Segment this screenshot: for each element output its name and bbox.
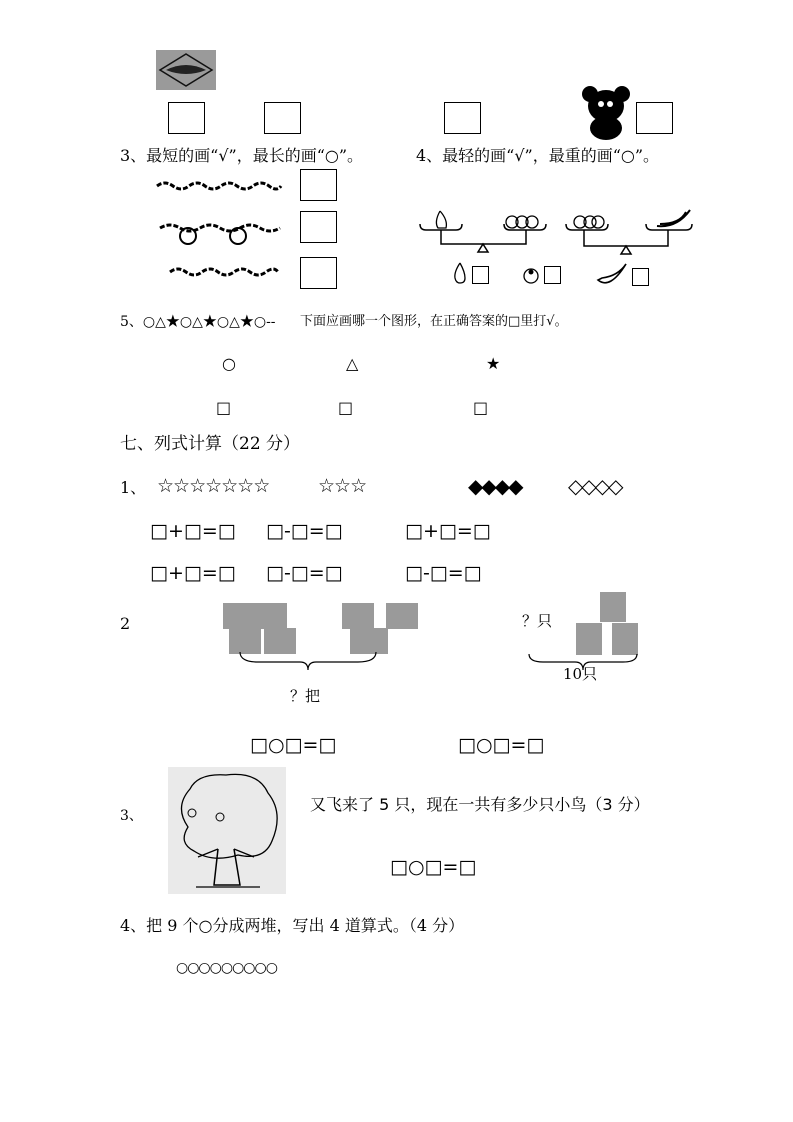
option-star: ★ (486, 354, 501, 373)
p1-number: 1、 (120, 478, 147, 497)
pear-answer-box[interactable] (472, 266, 489, 284)
rope-answer-box-2[interactable] (300, 211, 337, 243)
equation-r2-3[interactable]: □-□=□ (405, 562, 482, 584)
fan-picture (156, 50, 216, 90)
pear-icon (452, 262, 468, 284)
nine-circles: ○○○○○○○○○ (176, 960, 277, 976)
birds-total-label: 10只 (563, 665, 598, 683)
equation-r1-1[interactable]: □+□=□ (150, 520, 236, 542)
birds-question-label: ？只 (522, 612, 553, 630)
q3-label: 3、最短的画“√”，最长的画“○”。 (120, 146, 364, 165)
checkbox-triangle[interactable]: □ (338, 398, 354, 417)
combs-question-label: ？把 (290, 687, 321, 705)
mouse-silhouette-icon (578, 84, 634, 140)
answer-box-4[interactable] (636, 102, 673, 134)
p3-number: 3、 (120, 808, 143, 824)
comb-picture-5 (342, 603, 374, 629)
bird-picture-2 (576, 623, 602, 655)
brace-icon (238, 650, 378, 672)
comb-picture-1 (223, 603, 255, 629)
diamonds-empty: ◇◇◇◇ (568, 474, 622, 498)
stars-group-a: ☆☆☆☆☆☆☆ (157, 475, 270, 497)
equation-r1-2[interactable]: □-□=□ (266, 520, 343, 542)
equation-r2-2[interactable]: □-□=□ (266, 562, 343, 584)
fan-icon (156, 50, 216, 90)
bird-picture-1 (600, 592, 626, 622)
banana-icon (596, 262, 628, 288)
checkbox-circle[interactable]: □ (216, 398, 232, 417)
p2-number: 2 (120, 614, 131, 633)
comb-picture-2 (255, 603, 287, 629)
q4-label: 4、最轻的画“√”，最重的画“○”。 (416, 146, 660, 165)
section7-title: 七、列式计算（22 分） (120, 434, 301, 454)
rope-medium-icon (170, 266, 280, 278)
rope-coiled-icon (160, 218, 285, 248)
equation-r1-3[interactable]: □+□=□ (405, 520, 491, 542)
p3-question: 又飞来了 5 只，现在一共有多少只小鸟（3 分） (310, 795, 650, 814)
answer-box-1[interactable] (168, 102, 205, 134)
equation-combs[interactable]: □○□=□ (250, 734, 337, 756)
balance-scale-icon-2 (562, 208, 697, 258)
tree-icon (168, 767, 286, 894)
comb-picture-6 (386, 603, 418, 629)
equation-birds-total[interactable]: □○□=□ (390, 856, 477, 878)
apple-answer-box[interactable] (544, 266, 561, 284)
stars-group-b: ☆☆☆ (318, 475, 367, 497)
checkbox-star[interactable]: □ (473, 398, 489, 417)
diamonds-filled: ◆◆◆◆ (468, 474, 522, 498)
answer-box-2[interactable] (264, 102, 301, 134)
p4-question: 4、把 9 个○分成两堆，写出 4 道算式。（4 分） (120, 916, 465, 935)
option-circle: ○ (222, 354, 236, 373)
option-triangle: △ (346, 354, 359, 373)
rope-answer-box-1[interactable] (300, 169, 337, 201)
rope-short-icon (157, 180, 282, 192)
balance-scale-icon-1 (416, 208, 551, 258)
answer-box-3[interactable] (444, 102, 481, 134)
q5-sequence: 5、○△★○△★○△★○-- (120, 314, 276, 330)
rope-answer-box-3[interactable] (300, 257, 337, 289)
bird-picture-3 (612, 623, 638, 655)
banana-answer-box[interactable] (632, 268, 649, 286)
apple-icon (522, 266, 540, 284)
equation-r2-1[interactable]: □+□=□ (150, 562, 236, 584)
q5-instruction: 下面应画哪一个图形，在正确答案的□里打√。 (300, 314, 568, 329)
tree-with-birds-picture (168, 767, 286, 894)
equation-birds[interactable]: □○□=□ (458, 734, 545, 756)
